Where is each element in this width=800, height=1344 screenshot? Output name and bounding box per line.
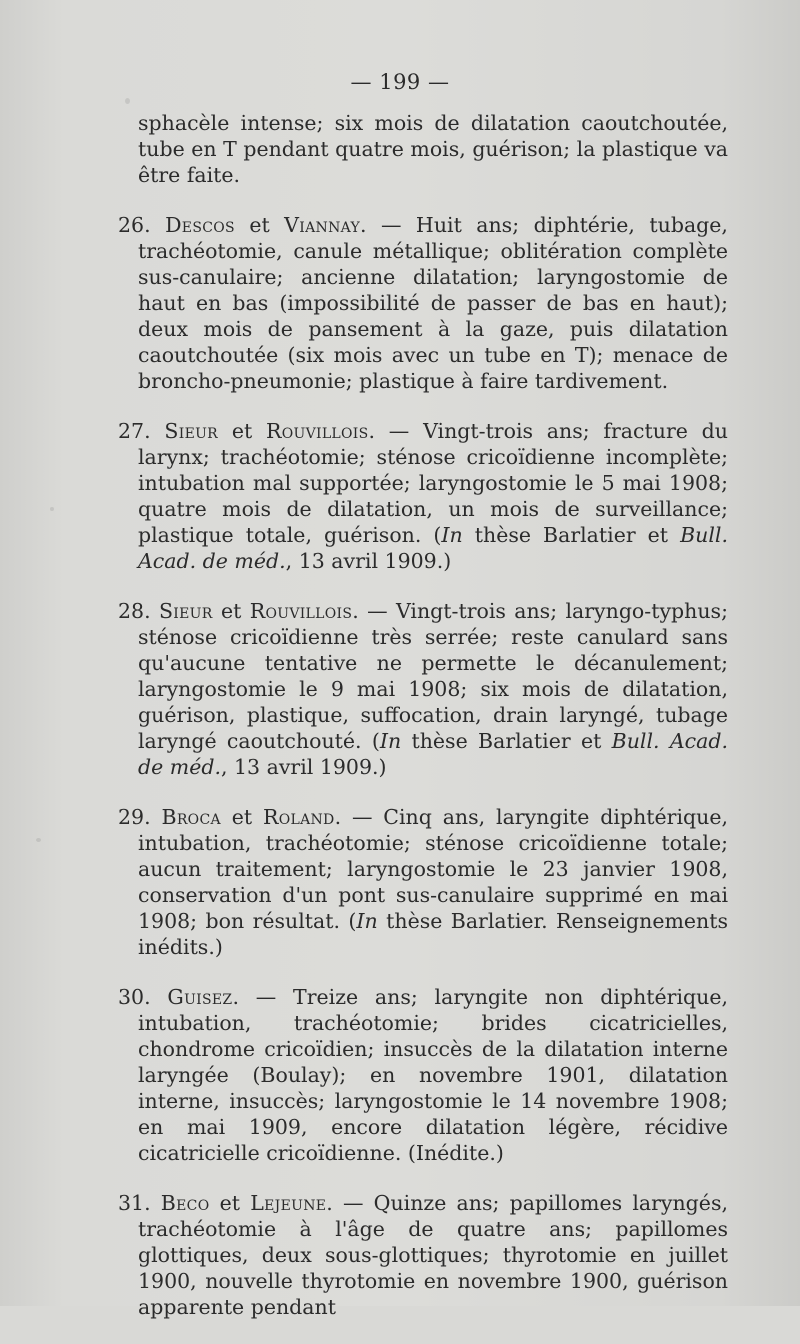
case-entry-31 [118,1190,728,1320]
entry-number: 28. [118,599,151,623]
entry-author: Viannay [284,213,361,237]
entry-number: 26. [118,213,151,237]
entry-body: . — Huit ans; diphtérie, tubage, trachéotomie, canule métallique; oblitération complète sus-canulaire; ancienne dilatation; laryngostomie de haut en bas (impossibilité de passer de bas en haut); deux mois de pansement à la gaze, puis dilatation caoutchoutée (six mois avec un tube en T); menace de broncho-pneumonie; plastique à faire tardivement. [138,213,728,393]
ink-spot [125,98,130,104]
ref-in: In [441,523,463,547]
entry-conjunction: et [249,213,270,237]
entry-conjunction: et [219,1191,241,1215]
ref-journal: Bull. Acad. de méd. [138,523,728,573]
entry-conjunction: et [231,419,253,443]
entry-author: Lejeune [250,1191,327,1215]
ink-spot [36,838,41,842]
entry-body: . — Vingt-trois ans; laryngo-typhus; sténose cricoïdienne très serrée; reste canulard sans qu'aucune tentative ne permette le décanulement; laryngostomie le 9 mai 1908; six mois de dilatation, guérison, plastique, suffocation, drain laryngé, tubage laryngé caoutchouté. ( [138,599,728,753]
case-entry-26 [118,212,728,394]
ref-in: In [379,729,402,753]
entry-number: 30. [118,985,151,1009]
ref-date: , 13 avril 1909.) [285,549,452,573]
entry-author: Descos [165,213,235,237]
entry-author: Beco [160,1191,210,1215]
case-entry-29 [118,804,728,960]
entry-number: 31. [118,1191,151,1215]
case-entry-30 [118,984,728,1166]
page-number: — 199 — [350,70,450,94]
entry-conjunction: et [231,805,253,829]
ref-journal: Bull. Acad. de méd. [138,729,729,779]
case-entry-28 [118,598,728,780]
ref-text: thèse Barlatier. Renseignements inédits.) [138,909,728,959]
intro-paragraph: sphacèle intense; six mois de dilatation caoutchoutée, tube en T pendant quatre mois, guérison; la plastique va être faite. [138,111,728,187]
ref-text: thèse Barlatier et [401,729,612,753]
entry-number: 29. [118,805,151,829]
ref-text: thèse Barlatier et [462,523,681,547]
ref-date: , 13 avril 1909.) [220,755,387,779]
entry-author: Broca [161,805,221,829]
entry-author: Roland [262,805,335,829]
entry-body: . — Cinq ans, laryngite diphtérique, intubation, trachéotomie; sténose cricoïdienne totale; aucun traitement; laryngostomie le 23 janvier 1908, conservation d'un pont sus-canulaire supprimé en mai 1908; bon résultat. ( [138,805,728,933]
ref-in: In [356,909,378,933]
page-body [118,110,728,1344]
entry-number: 27. [118,419,151,443]
entry-body: . — Vingt-trois ans; fracture du larynx; trachéotomie; sténose cricoïdienne incomplète; intubation mal supportée; laryngostomie le 5 mai 1908; quatre mois de dilatation, un mois de surveillance; plastique totale, guérison. ( [138,419,728,547]
entry-body: . — Treize ans; laryngite non diphtérique, intubation, trachéotomie; brides cicatricielles, chondrome cricoïdien; insuccès de la dilatation interne laryngée (Boulay); en novembre 1901, dilatation interne, insuccès; laryngostomie le 14 novembre 1908; en mai 1909, encore dilatation légère, récidive cicatricielle cricoïdienne. (Inédite.) [138,985,728,1165]
entry-author: Sieur [158,599,213,623]
entry-author: Guisez [167,985,233,1009]
ink-spot [50,507,54,511]
case-entry-27 [118,418,728,574]
entry-body: . — Quinze ans; papillomes laryngés, trachéotomie à l'âge de quatre ans; papillomes glottiques, deux sous-glottiques; thyrotomie en juillet 1900, nouvelle thyrotomie en novembre 1900, guérison apparente pendant [138,1191,728,1319]
entry-author: Sieur [164,419,219,443]
entry-conjunction: et [220,599,242,623]
entry-author: Rouvillois [249,599,353,623]
entry-author: Rouvillois [265,419,369,443]
